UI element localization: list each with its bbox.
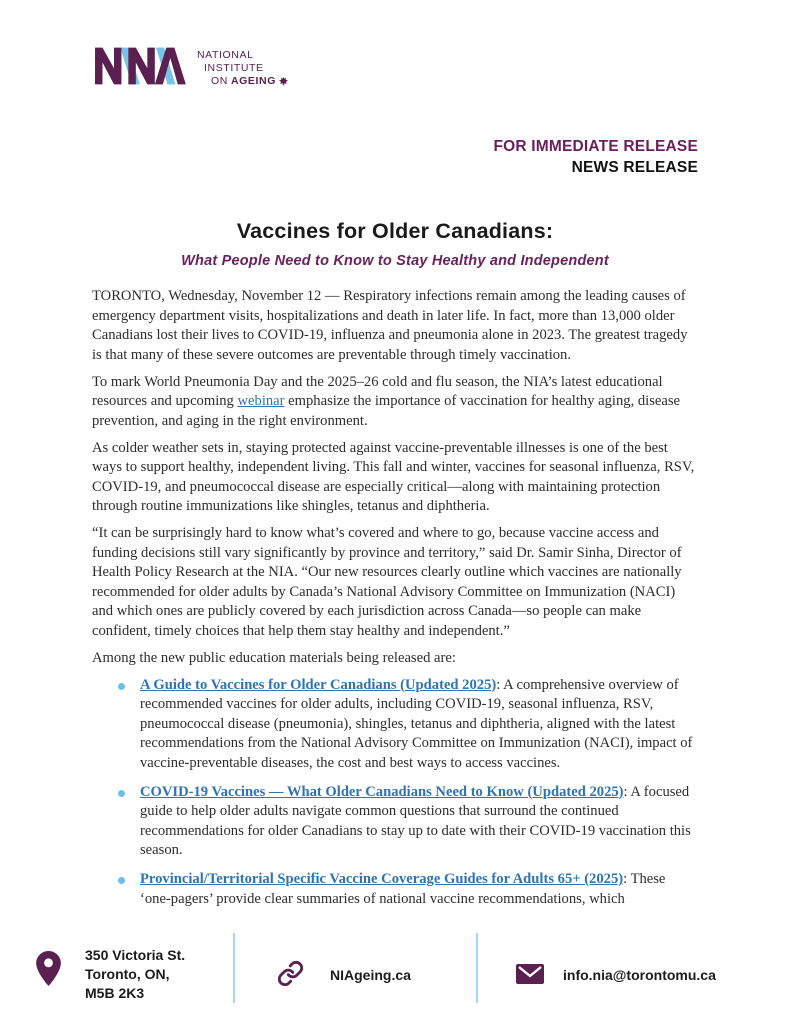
news-release-label: NEWS RELEASE [571, 159, 698, 176]
list-item [118, 783, 699, 861]
location-pin-icon [36, 951, 61, 986]
paragraph-text: To mark World Pneumonia Day and the 2025–26 cold and flu season, the NIA’s latest educational resources and upcoming [92, 373, 663, 409]
footer-email[interactable]: info.nia@torontomu.ca [563, 967, 716, 983]
covid19-vaccines-link[interactable]: COVID-19 Vaccines — What Older Canadians Need to Know (Updated 2025) [140, 783, 624, 800]
footer-divider [233, 933, 235, 1003]
body-text [92, 287, 699, 919]
provincial-coverage-guides-link[interactable]: Provincial/Territorial Specific Vaccine Coverage Guides for Adults 65+ (2025) [140, 871, 624, 887]
footer-website[interactable]: NIAgeing.ca [330, 967, 411, 983]
nia-logo [95, 45, 288, 88]
page-title: Vaccines for Older Canadians: [236, 219, 554, 243]
list-item-text: : A focused guide to help older adults navigate common questions that surround the continued recommendations for older Canadians to stay up to date with their COVID-19 vaccination this season. [140, 783, 691, 858]
address-line3: M5B 2K3 [85, 985, 145, 1001]
list-item-text: : A comprehensive overview of recommended vaccines for older adults, including COVID-19, seasonal influenza, RSV, pneumococcal disease (pneumonia), shingles, tetanus and diphtheria, aligned with the latest recommendations from the National Advisory Committee on Immunization (NACI), impact of vaccine-preventable diseases, the cost and best ways to access vaccines. [140, 676, 693, 771]
paragraph-quote: “It can be surprisingly hard to know what’s covered and where to go, because vaccine access and funding decisions still vary significantly by province and territory,” said Dr. Samir Sinha, Director of Health Policy Research at the NIA. “Our new resources clearly outline which vaccines are nationally recommended for older adults by Canada’s National Advisory Committee on Immunization (NACI) and which ones are publicly covered by each jurisdiction across Canada—so people can make confident, timely choices that help them stay healthy and independent.” [92, 525, 682, 639]
page-subtitle: What People Need to Know to Stay Healthy and Independent [181, 253, 609, 269]
wordmark-line2: INSTITUTE [204, 62, 264, 74]
footer-address [85, 946, 185, 1003]
wordmark-ageing: AGEING [230, 75, 276, 87]
guide-to-vaccines-link[interactable]: A Guide to Vaccines for Older Canadians (Updated 2025) [140, 676, 497, 693]
wordmark-line3 [211, 75, 288, 88]
title-block [0, 219, 790, 269]
nia-logo-mark [95, 45, 187, 87]
wordmark-line1: NATIONAL [197, 49, 254, 61]
chain-link-icon [277, 960, 304, 987]
address-line2: Toronto, ON, [85, 966, 170, 982]
paragraph-pneumonia-day [92, 373, 699, 432]
footer-divider [476, 933, 478, 1003]
maple-leaf-icon [279, 77, 288, 86]
wordmark-on: ON [211, 75, 228, 87]
list-item [118, 676, 699, 774]
paragraph-intro: TORONTO, Wednesday, November 12 — Respiratory infections remain among the leading causes of emergency department visits, hospitalizations and death in later life. In fact, more than 13,000 older Canadians lost their lives to COVID-19, influenza and pneumonia alone in 2023. The greatest tragedy is that many of these severe outcomes are preventable through timely vaccination. [92, 288, 688, 363]
for-immediate-release-label: FOR IMMEDIATE RELEASE [493, 138, 698, 155]
list-item [118, 870, 699, 909]
paragraph-materials-lead: Among the new public education materials being released are: [92, 649, 456, 666]
list-item-text: : These ‘one-pagers’ provide clear summaries of national vaccine recommendations, which [140, 871, 666, 907]
paragraph-text: emphasize the importance of vaccination for healthy aging, disease prevention, and aging in the right environment. [92, 393, 681, 429]
nia-wordmark [197, 49, 288, 88]
address-line1: 350 Victoria St. [85, 947, 186, 963]
paragraph-colder-weather: As colder weather sets in, staying protected against vaccine-preventable illnesses is one of the best ways to support healthy, independent living. This fall and winter, vaccines for seasonal influenza, RSV, COVID-19, and pneumococcal disease are especially critical—along with maintaining protection through routine immunizations like shingles, tetanus and diphtheria. [92, 439, 695, 514]
release-header [493, 136, 698, 178]
webinar-link[interactable]: webinar [237, 393, 285, 409]
email-envelope-icon [516, 964, 544, 984]
